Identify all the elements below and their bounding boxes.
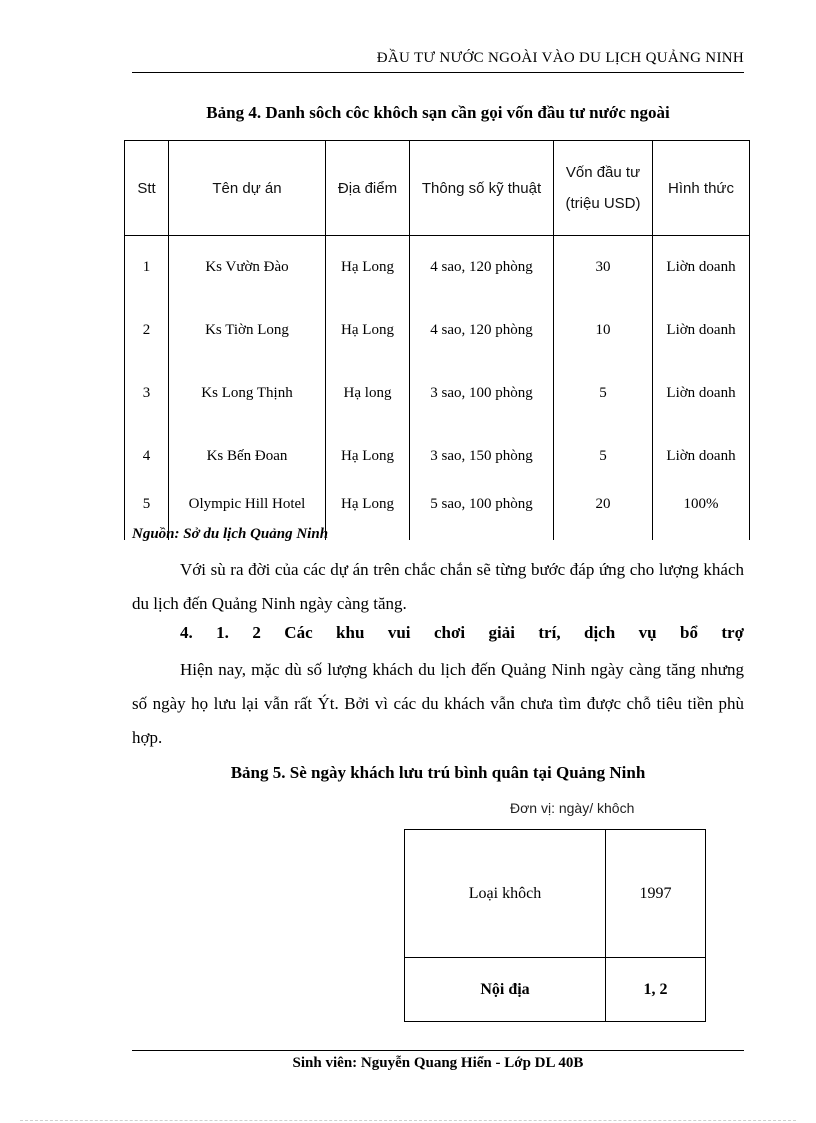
col-header-form: Hình thức: [653, 141, 750, 236]
table-row: [125, 425, 750, 488]
table-row: [125, 299, 750, 362]
cell-stt: 3: [125, 362, 169, 425]
table-row: [125, 236, 750, 300]
header-divider: [132, 72, 744, 73]
page-edge-divider: [20, 1120, 796, 1121]
cell-spec: 4 sao, 120 phòng: [410, 299, 554, 362]
stay-days-table: [404, 829, 706, 1022]
cell-capital: 5: [554, 362, 653, 425]
cell-stt: 4: [125, 425, 169, 488]
cell-spec: 3 sao, 100 phòng: [410, 362, 554, 425]
cell-form: Liờn doanh: [653, 236, 750, 300]
cell-value: 1, 2: [606, 958, 706, 1022]
cell-spec: 5 sao, 100 phòng: [410, 488, 554, 540]
table-row: [405, 958, 706, 1022]
section-heading: 4. 1. 2 Các khu vui chơi giải trí, dịch vụ bổ trợ: [180, 623, 744, 642]
col-header-year: 1997: [606, 830, 706, 958]
cell-stt: 2: [125, 299, 169, 362]
paragraph-1: Với sù ra đời của các dự án trên chắc chắn sẽ từng bước đáp ứng cho lượng khách du lịch đến Quảng Ninh ngày càng tăng.: [132, 560, 744, 613]
cell-form: Liờn doanh: [653, 425, 750, 488]
col-header-place: Địa điểm: [326, 141, 410, 236]
cell-capital: 20: [554, 488, 653, 540]
cell-place: Hạ Long: [326, 425, 410, 488]
cell-capital: 30: [554, 236, 653, 300]
table-row: [125, 362, 750, 425]
hotel-projects-table: [124, 140, 750, 540]
cell-name: Ks Bến Đoan: [169, 425, 326, 488]
table5-unit: Đơn vị: ngày/ khôch: [510, 800, 635, 816]
cell-type: Nội địa: [405, 958, 606, 1022]
col-header-capital: Vốn đầu tư (triệu USD): [554, 141, 653, 236]
cell-stt: 1: [125, 236, 169, 300]
col-header-spec: Thông số kỹ thuật: [410, 141, 554, 236]
col-header-name: Tên dự án: [169, 141, 326, 236]
cell-spec: 4 sao, 120 phòng: [410, 236, 554, 300]
cell-spec: 3 sao, 150 phòng: [410, 425, 554, 488]
cell-stt: 5: [125, 488, 169, 540]
cell-name: Ks Tiờn Long: [169, 299, 326, 362]
page-header: ĐẦU TƯ NƯỚC NGOÀI VÀO DU LỊCH QUẢNG NINH: [376, 50, 744, 66]
cell-capital: 10: [554, 299, 653, 362]
cell-name: Ks Vườn Đào: [169, 236, 326, 300]
page-footer: Sinh viên: Nguyễn Quang Hiển - Lớp DL 40B: [292, 1055, 584, 1071]
col-header-stt: Stt: [125, 141, 169, 236]
cell-place: Hạ Long: [326, 299, 410, 362]
cell-name: Ks Long Thịnh: [169, 362, 326, 425]
table-header-row: [125, 141, 750, 236]
table-header-row: [405, 830, 706, 958]
cell-name: Olympic Hill Hotel: [169, 488, 326, 540]
cell-place: Hạ long: [326, 362, 410, 425]
col-header-type: Loại khôch: [405, 830, 606, 958]
cell-form: Liờn doanh: [653, 362, 750, 425]
table4-title: Bảng 4. Danh sôch côc khôch sạn cần gọi vốn đầu tư nước ngoài: [206, 103, 670, 122]
cell-capital: 5: [554, 425, 653, 488]
cell-place: Hạ Long: [326, 236, 410, 300]
table5-title: Bảng 5. Sè ngày khách lưu trú bình quân tại Quảng Ninh: [230, 763, 646, 782]
paragraph-2: Hiện nay, mặc dù số lượng khách du lịch đến Quảng Ninh ngày càng tăng nhưng số ngày họ lưu lại vẫn rất Ýt. Bởi vì các du khách vẫn chưa tìm được chỗ tiêu tiền phù hợp.: [132, 660, 744, 747]
cell-form: 100%: [653, 488, 750, 540]
table4-source: Nguồn: Sở du lịch Quảng Ninh: [132, 526, 329, 542]
cell-place: Hạ Long: [326, 488, 410, 540]
footer-divider: [132, 1050, 744, 1051]
cell-form: Liờn doanh: [653, 299, 750, 362]
